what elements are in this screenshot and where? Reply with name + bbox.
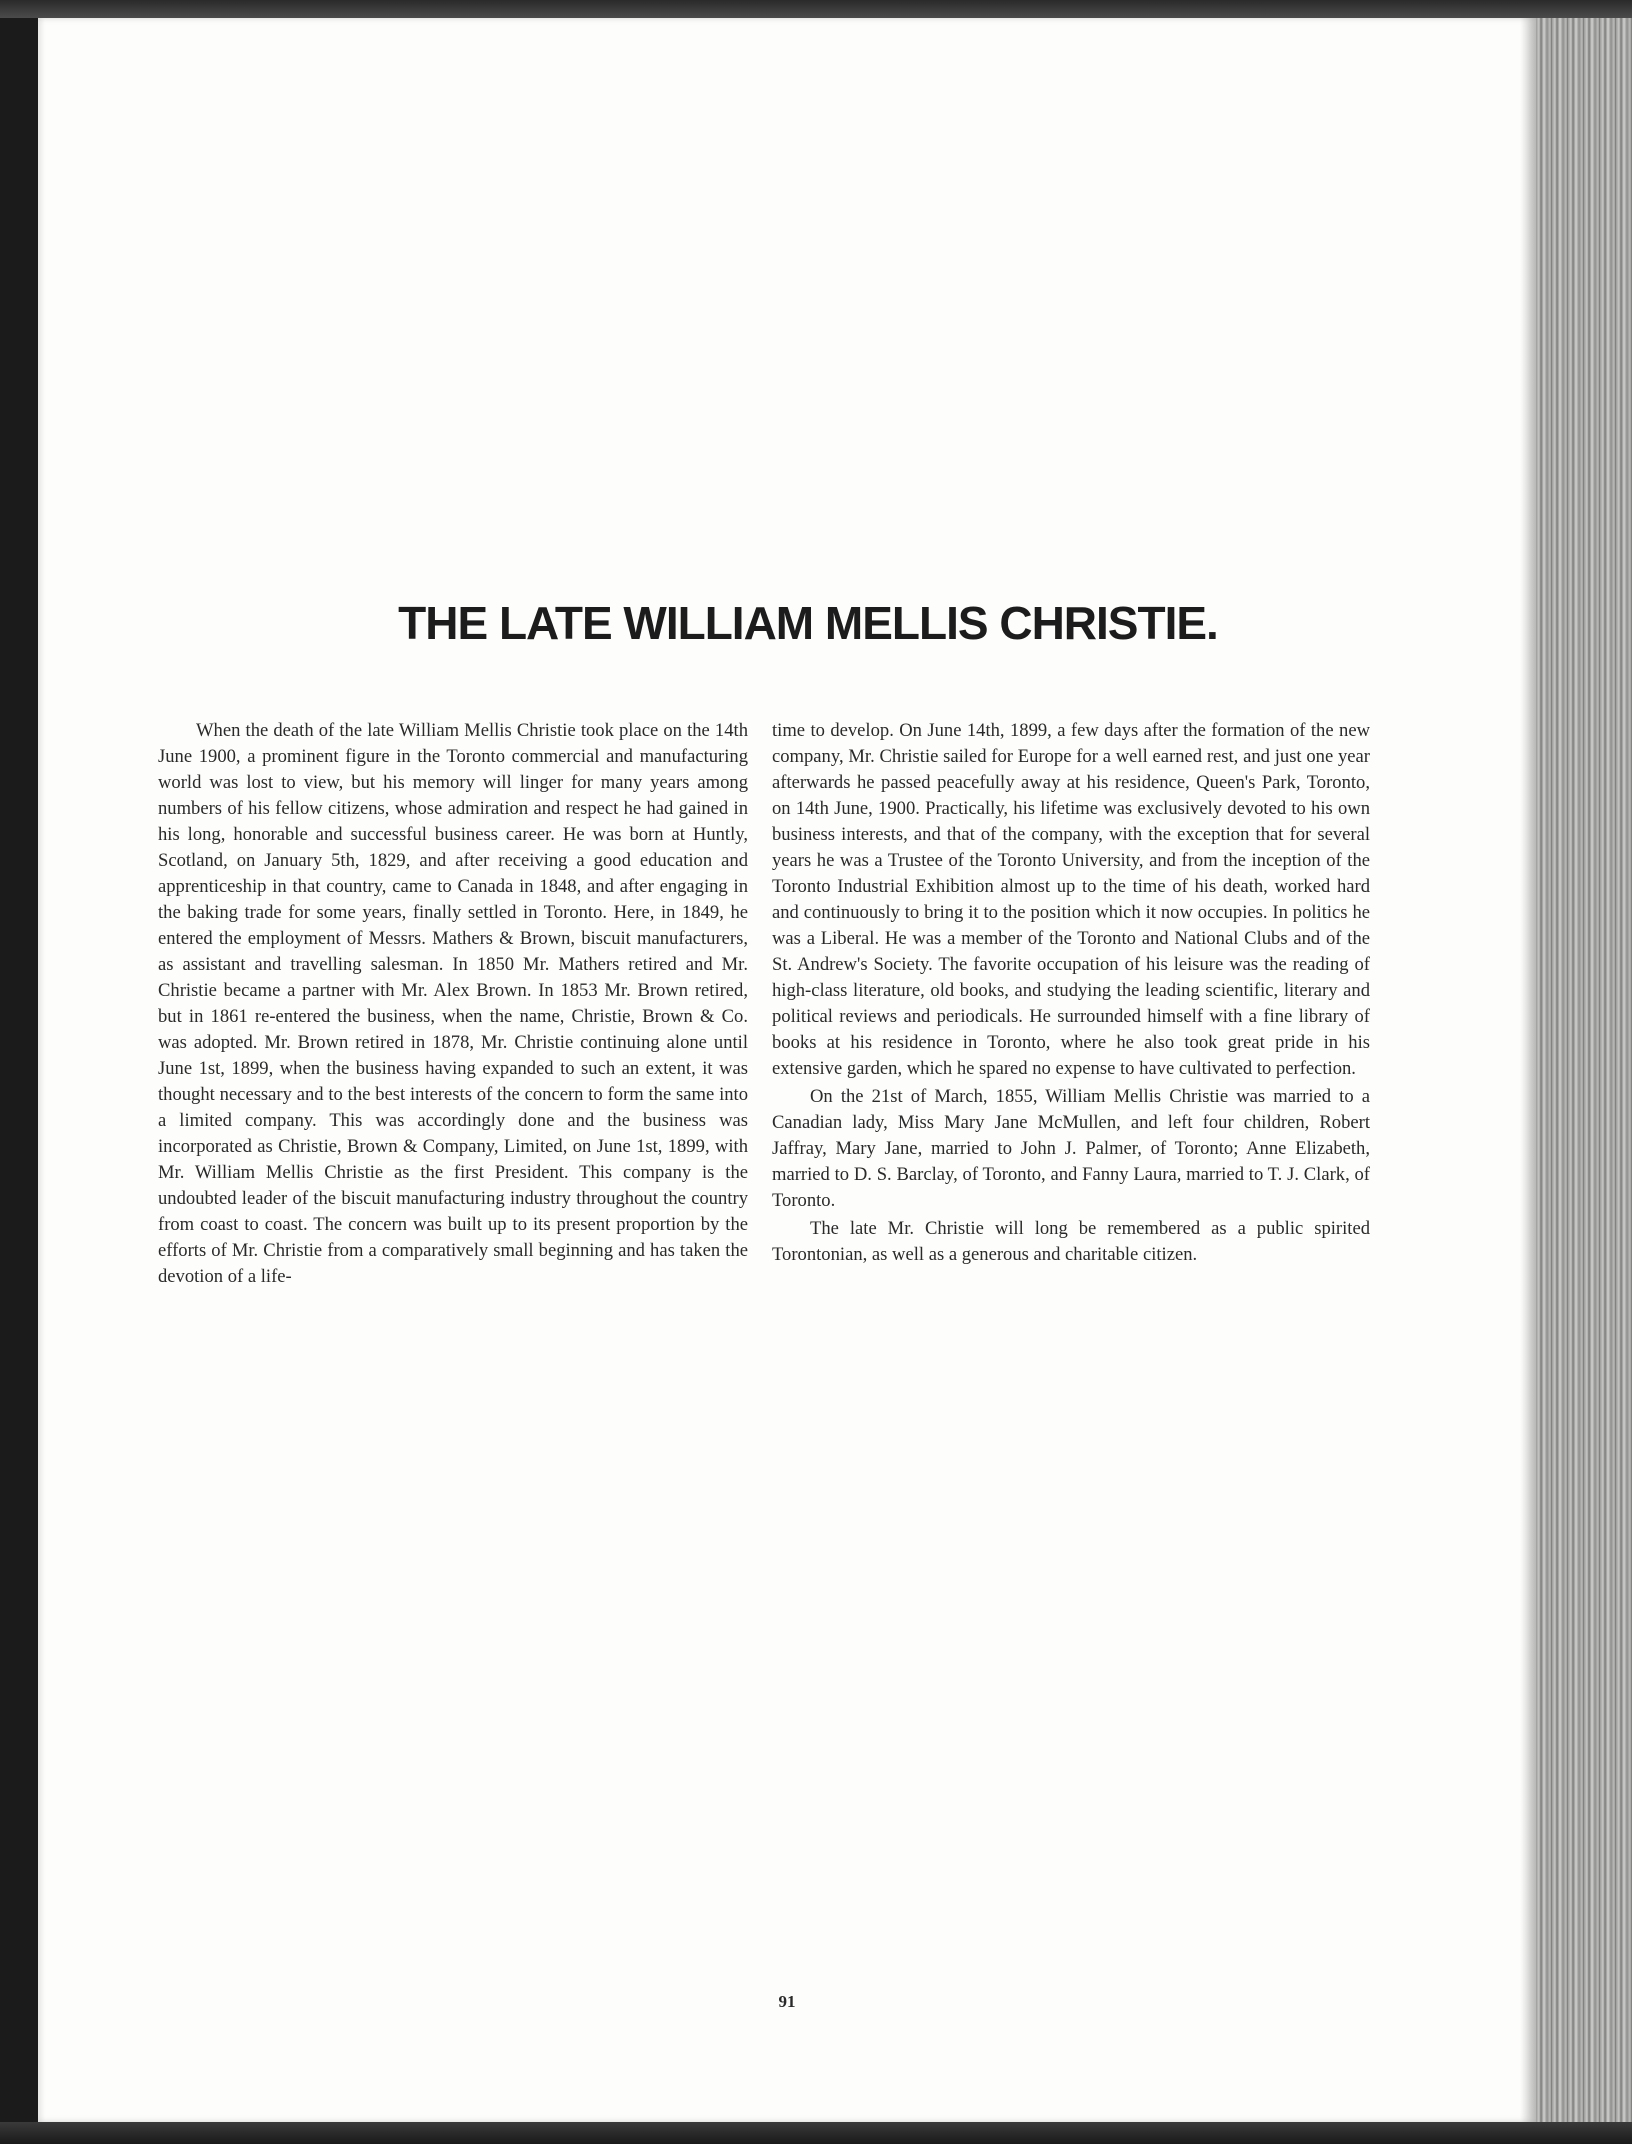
- left-text-column: [158, 718, 748, 1290]
- scan-top-border: [0, 0, 1632, 18]
- book-page-edges: [1536, 18, 1632, 2122]
- scan-bottom-border: [0, 2122, 1632, 2144]
- page-number: 91: [778, 1992, 796, 2011]
- paragraph: The late Mr. Christie will long be remembered as a public spirited Torontonian, as well as a generous and charitable citizen.: [772, 1218, 1370, 1265]
- paragraph: On the 21st of March, 1855, William Mellis Christie was married to a Canadian lady, Miss Mary Jane McMullen, and left four children, Robert Jaffray, Mary Jane, married to John J. Palmer, of Toronto; Anne Elizabeth, married to D. S. Barclay, of Toronto, and Fanny Laura, married to T. J. Clark, of Toronto.: [772, 1086, 1370, 1211]
- paragraph: When the death of the late William Mellis Christie took place on the 14th June 1900, a prominent figure in the Toronto commercial and manufacturing world was lost to view, but his memory will linger for many years among numbers of his fellow citizens, whose admiration and respect he had gained in his long, honorable and successful business career. He was born at Huntly, Scotland, on January 5th, 1829, and after receiving a good education and apprenticeship in that country, came to Canada in 1848, and after engaging in the baking trade for some years, finally settled in Toronto. Here, in 1849, he entered the employment of Messrs. Mathers & Brown, biscuit manufacturers, as assistant and travelling salesman. In 1850 Mr. Mathers retired and Mr. Christie became a partner with Mr. Alex Brown. In 1853 Mr. Brown retired, but in 1861 re-entered the business, when the name, Christie, Brown & Co. was adopted. Mr. Brown retired in 1878, Mr. Christie continuing alone until June 1st, 1899, when the business having expanded to such an extent, it was thought necessary and to the best interests of the concern to form the same into a limited company. This was accordingly done and the business was incorporated as Christie, Brown & Company, Limited, on June 1st, 1899, with Mr. William Mellis Christie as the first President. This company is the undoubted leader of the biscuit manufacturing industry throughout the country from coast to coast. The concern was built up to its present proportion by the efforts of Mr. Christie from a comparatively small beginning and has taken the devotion of a life-: [158, 720, 748, 1287]
- right-text-column: [772, 718, 1370, 1268]
- article-title: THE LATE WILLIAM MELLIS CHRISTIE.: [398, 597, 1218, 649]
- paragraph: time to develop. On June 14th, 1899, a few days after the formation of the new company, Mr. Christie sailed for Europe for a well earned rest, and just one year afterwards he passed peacefully away at his residence, Queen's Park, Toronto, on 14th June, 1900. Practically, his lifetime was exclusively devoted to his own business interests, and that of the company, with the exception that for several years he was a Trustee of the Toronto University, and from the inception of the Toronto Industrial Exhibition almost up to the time of his death, worked hard and continuously to bring it to the position which it now occupies. In politics he was a Liberal. He was a member of the Toronto and National Clubs and of the St. Andrew's Society. The favorite occupation of his leisure was the reading of high-class literature, old books, and studying the leading scientific, literary and political reviews and periodicals. He surrounded himself with a fine library of books at his residence in Toronto, where he also took great pride in his extensive garden, which he spared no expense to have cultivated to perfection.: [772, 720, 1370, 1079]
- book-page: [38, 18, 1536, 2122]
